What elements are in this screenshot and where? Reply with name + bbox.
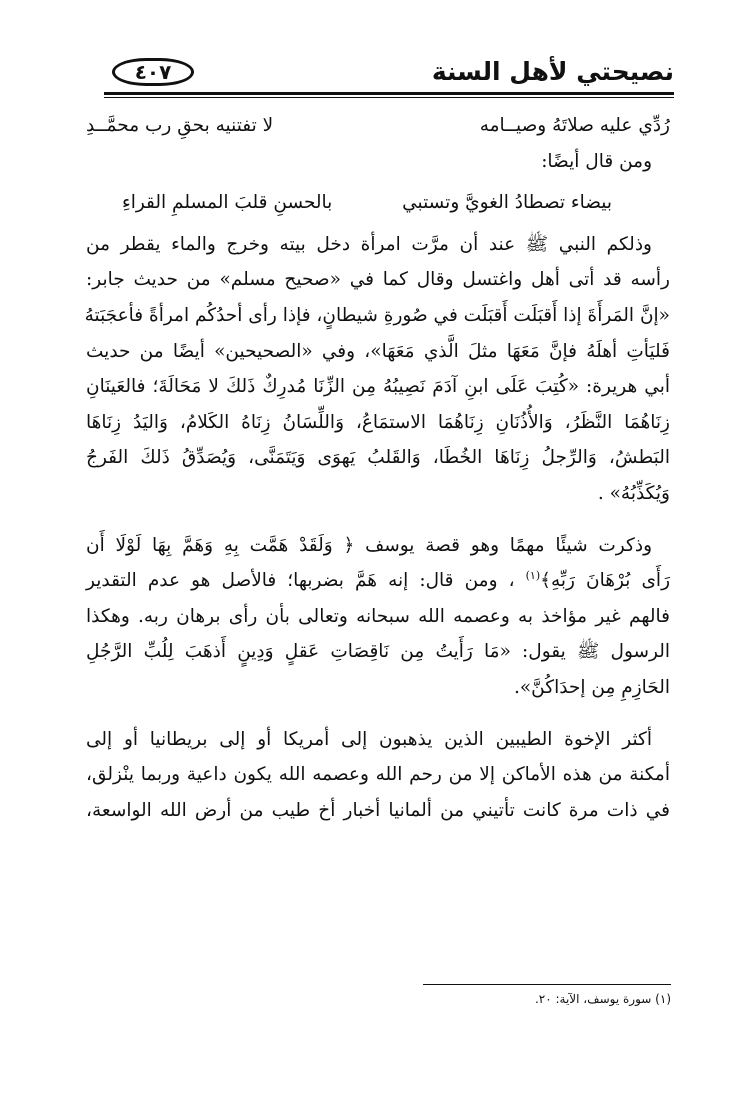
- paragraph-line: «إنَّ المَرأَةَ إذا أَقبَلَت أَقبَلَت في صُورةِ شيطانٍ، فإذا رأى أحدُكُم امرأةً فأعجَبَتهُ: [84, 304, 670, 326]
- paragraph-line: وذكرت شيئًا مهمًا وهو قصة يوسف ﴿ وَلَقَدْ هَمَّت بِهِ وَهَمَّ بِهَا لَوْلَا أَن: [86, 534, 652, 556]
- poem-verse-2: [86, 185, 670, 221]
- intro-line: ومن قال أيضًا:: [541, 150, 652, 172]
- paragraph-2: [86, 528, 670, 706]
- footnote-number: (١): [655, 992, 671, 1006]
- paragraph-line: فالهم غير مؤاخذ به وعصمه الله سبحانه وتعالى بأن رأى برهان ربه. وهكذا: [86, 605, 670, 627]
- paragraph-line: وَيُكَذِّبُهُ» .: [597, 482, 670, 504]
- paragraph-line: البَطشُ، وَالرِّجلُ زِنَاهَا الخُطَا، وَالقَلبُ يَهوَى وَيَتَمَنَّى، وَيُصَدِّقُ ذَلكَ الفَرجُ: [86, 447, 670, 469]
- footnote-rule: [423, 984, 671, 985]
- verse-1-first-hemistich: رُدِّي عليه صلاتَهُ وصيــامه: [479, 115, 670, 136]
- paragraph-line: الرسول ﷺ يقول: «مَا رَأَيتُ مِن نَاقِصَاتِ عَقلٍ وَدِينٍ أَذهَبَ لِلُبِّ الرَّجُلِ: [86, 641, 670, 663]
- verse-2-second-hemistich: بالحسنِ قلبَ المسلمِ القراءِ: [122, 192, 333, 214]
- poem-verse-1: [86, 108, 670, 144]
- paragraph-3: [86, 722, 670, 829]
- paragraph-line: رأسه قد أتى أهل واغتسل وقال كما في «صحيح مسلم» من حديث جابر:: [86, 269, 670, 291]
- paragraph-line: أكثر الإخوة الطيبين الذين يذهبون إلى أمريكا أو إلى بريطانيا أو إلى: [86, 728, 652, 750]
- paragraph-1: [86, 227, 670, 512]
- paragraph-line: الحَازِمِ مِن إحدَاكُنَّ».: [513, 676, 670, 698]
- paragraph-line: [86, 563, 670, 599]
- footnote-text: سورة يوسف، الآية: ٢٠.: [534, 992, 652, 1006]
- verse-1-second-hemistich: لا تفتنيه بحقِ رب محمَّــدِ: [86, 115, 274, 136]
- paragraph-line: في ذات مرة كانت تأتيني من ألمانيا أخبار أخ طيب من أرض الله الواسعة،: [86, 799, 670, 821]
- paragraph-line: فَليَأتِ أهلَهُ فإنَّ مَعَهَا مثلَ الَّذي مَعَهَا»، وفي «الصحيحين» أيضًا من حديث: [86, 340, 670, 362]
- paragraph-line: أبي هريرة: «كُتِبَ عَلَى ابنِ آدَمَ نَصِيبُهُ مِن الزِّنَا مُدرِكٌ ذَلكَ لا مَحَالَةَ؛ فالعَينَانِ: [86, 376, 670, 398]
- header-rule: [104, 92, 674, 95]
- book-title: نصيحتي لأهل السنة: [431, 57, 674, 86]
- paragraph-line: زِنَاهُمَا النَّظَرُ، وَالأُذُنَانِ زِنَاهُمَا الاستمَاعُ، وَاللِّسَانُ زِنَاهُ الكَلامُ، وَاليَدُ زِنَاهَا: [86, 411, 670, 433]
- paragraph-line: أمكنة من هذه الأماكن إلا من رحم الله وعصمه الله يكون داعية وربما ينْزلق،: [86, 764, 670, 786]
- footnote: [535, 990, 671, 1008]
- paragraph-segment: ، ومن قال: إنه هَمَّ بضربها؛ فالأصل هو عدم التقدير: [86, 570, 515, 592]
- paragraph-line: وذلكم النبي ﷺ عند أن مرَّت امرأة دخل بيته وخرج والماء يقطر من: [86, 233, 652, 255]
- header-rule-thin: [104, 97, 674, 98]
- quran-quote-end: رَأَى بُرْهَانَ رَبِّهِ﴾: [540, 570, 670, 592]
- body-text: [86, 108, 670, 828]
- page-number-badge: ٤٠٧: [112, 58, 194, 86]
- verse-2-first-hemistich: بيضاء تصطادُ الغويَّ وتستبي: [402, 192, 612, 214]
- footnote-marker: (١): [525, 568, 541, 582]
- page-header: [104, 52, 674, 100]
